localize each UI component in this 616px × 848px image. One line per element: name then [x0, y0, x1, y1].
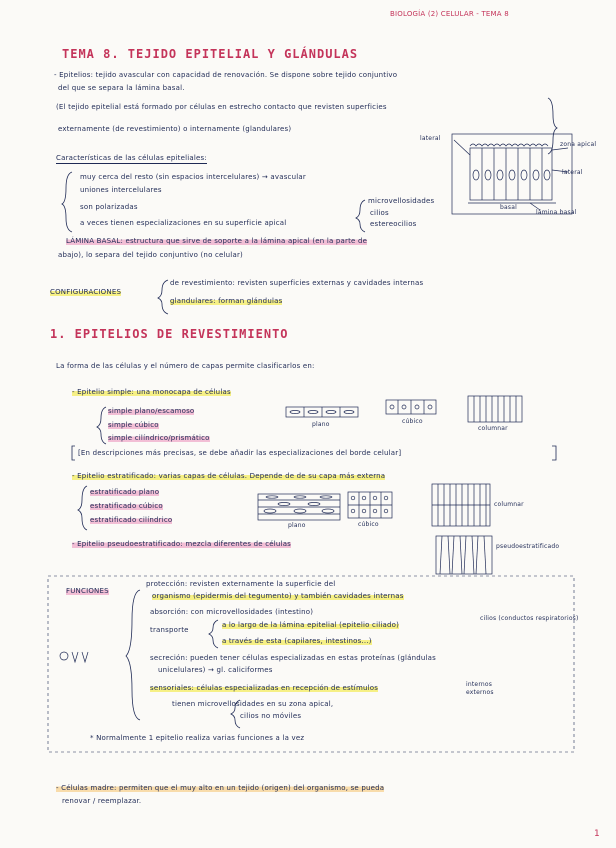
config-b: glandulares: forman glándulas [170, 297, 283, 305]
simple-item-2: simple cúbico [108, 421, 159, 429]
intro-line-4: externamente (de revestimiento) o internamente (glandulares) [58, 125, 292, 133]
estrat-item-1: estratificado plano [90, 488, 160, 496]
estrat-item-2: estratificado cúbico [90, 502, 163, 510]
simple-heading: - Epitelio simple: una monocapa de células [72, 388, 231, 396]
func-trans-1: a lo largo de la lámina epitelial (epitelio ciliado) [222, 621, 400, 629]
micro-2: cilios [370, 209, 389, 217]
func-sens-3: cilios no móviles [240, 712, 302, 720]
func-sens-1: sensoriales: células especializadas en recepción de estímulos [150, 684, 379, 692]
simple-label-cubico: cúbico [402, 418, 423, 425]
func-sens-r1: internos [466, 681, 493, 688]
estrat-item-3: estratificado cilíndrico [90, 516, 173, 524]
caract-item-1: muy cerca del resto (sin espacios intercelulares) → avascular [80, 173, 306, 181]
estrat-label-plano: plano [288, 522, 306, 529]
funciones-label: FUNCIONES [66, 587, 109, 595]
func-secr-2: unicelulares) → gl. caliciformes [158, 666, 273, 674]
func-sens-2: tienen microvellosidades en su zona apical, [172, 700, 334, 708]
simple-item-3: simple cilíndrico/prismático [108, 434, 210, 442]
simple-item-1: simple plano/escamoso [108, 407, 195, 415]
diagram-label-apical: zona apical [560, 141, 597, 148]
simple-columnar-sketch [468, 396, 522, 422]
pseudo-label: pseudoestratificado [496, 543, 560, 550]
sketch-doodle [60, 652, 88, 662]
page-title: TEMA 8. TEJIDO EPITELIAL Y GLÁNDULAS [62, 47, 359, 61]
func-abs-r: cilios (conductos respiratorios) [480, 615, 579, 622]
func-footer: * Normalmente 1 epitelio realiza varias funciones a la vez [90, 734, 305, 742]
bottom-line-2: renovar / reemplazar. [62, 797, 142, 805]
diagram-label-lateral: lateral [420, 135, 441, 142]
micro-1: microvellosidades [368, 197, 435, 205]
section1-title: 1. EPITELIOS DE REVESTIMIENTO [50, 327, 289, 341]
estrat-label-columnar: columnar [494, 501, 524, 508]
func-secr-1: secreción: pueden tener células especializadas en estas proteínas (glándulas [150, 654, 436, 662]
pseudo-heading: - Epitelio pseudoestratificado: mezcla diferentes de células [72, 540, 292, 548]
config-a: de revestimiento: revisten superficies externas y cavidades internas [170, 279, 424, 287]
caract-item-4: a veces tienen especializaciones en su superficie apical [80, 219, 287, 227]
caract-heading: Características de las células epiteliales: [56, 154, 207, 162]
diagram-label-lateral-r: lateral [562, 169, 583, 176]
lamina-line-1: LÁMINA BASAL: estructura que sirve de soporte a la lámina apical (en la parte de [66, 237, 368, 245]
func-prot-2: organismo (epidermis del tegumento) y también cavidades internas [152, 592, 404, 600]
bottom-line-1: - Células madre: permiten que el muy alto en un tejido (origen) del organismo, se pueda [56, 784, 385, 792]
simple-note: [En descripciones más precisas, se debe añadir las especializaciones del borde celular] [78, 449, 402, 457]
func-trans: transporte [150, 626, 189, 634]
micro-3: estereocilios [370, 220, 417, 228]
estrat-label-cubico: cúbico [358, 521, 379, 528]
caract-item-2: uniones intercelulares [80, 186, 162, 194]
section1-intro: La forma de las células y el número de capas permite clasificarlos en: [56, 362, 315, 370]
simple-label-plano: plano [312, 421, 330, 428]
func-trans-2: a través de esta (capilares, intestinos...) [222, 637, 372, 645]
estrat-heading: - Epitelio estratificado: varias capas de células. Depende de de su capa más externa [72, 472, 386, 480]
lamina-line-2: abajo), lo separa del tejido conjuntivo (no celular) [58, 251, 243, 259]
funciones-box [48, 576, 574, 752]
config-label: CONFIGURACIONES [50, 288, 122, 296]
page-header: BIOLOGÍA (2) CELULAR - TEMA 8 [390, 10, 509, 18]
simple-label-columnar: columnar [478, 425, 508, 432]
diagram-label-lamina: lámina basal [536, 209, 577, 216]
caract-item-3: son polarizadas [80, 203, 138, 211]
func-sens-r2: externos [466, 689, 494, 696]
func-prot-1: protección: revisten externamente la superficie del [146, 580, 336, 588]
intro-line-1: - Epitelios: tejido avascular con capacidad de renovación. Se dispone sobre tejido conjuntivo [54, 71, 398, 79]
intro-line-3: (El tejido epitelial está formado por células en estrecho contacto que revisten superficies [56, 103, 387, 111]
func-abs: absorción: con microvellosidades (intestino) [150, 608, 314, 616]
page-number: 1 [594, 829, 600, 839]
intro-line-2: del que se separa la lámina basal. [58, 84, 185, 92]
diagram-label-basal: basal [500, 204, 517, 211]
